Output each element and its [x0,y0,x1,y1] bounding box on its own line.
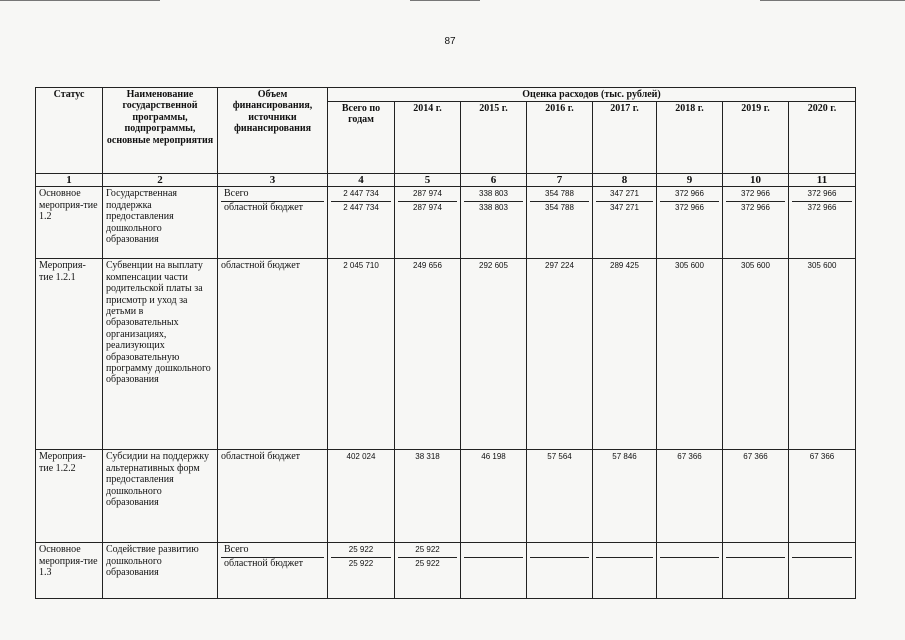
row-status: Основное мероприя-тие 1.3 [36,543,103,599]
column-number: 9 [657,174,723,187]
value-cell [723,543,789,599]
value-cell: 38 318 [395,450,461,543]
source-regional: областной бюджет [224,558,304,570]
header-row-main [36,88,856,102]
value-total: 372 966 [726,188,785,202]
value-cell [593,187,657,259]
row-name: Содействие развитию дошкольного образования [103,543,218,599]
value-total: 354 788 [530,188,589,202]
value-regional: 25 922 [348,559,374,569]
column-number: 11 [789,174,856,187]
row-source [218,543,328,599]
value-regional [660,558,719,571]
column-number: 7 [527,174,593,187]
column-number: 6 [461,174,527,187]
source-regional: областной бюджет [224,202,304,214]
table-row [36,543,856,599]
value-regional: 287 974 [413,203,442,213]
value-cell [593,543,657,599]
value-cell [461,187,527,259]
value-total [660,544,719,558]
column-number: 10 [723,174,789,187]
value-regional: 338 803 [479,203,508,213]
header-year: 2018 г. [657,102,723,174]
value-cell: 289 425 [593,259,657,450]
header-funding: Объем финансирования, источники финансирования [218,88,328,174]
row-status: Мероприя-тие 1.2.2 [36,450,103,543]
value-cell: 2 045 710 [328,259,395,450]
header-total: Всего по годам [328,102,395,174]
value-cell [527,187,593,259]
header-year: 2015 г. [461,102,527,174]
value-total: 2 447 734 [331,188,391,202]
row-status: Основное мероприя-тие 1.2 [36,187,103,259]
value-cell: 57 564 [527,450,593,543]
header-year: 2014 г. [395,102,461,174]
header-name: Наименование государственной программы, подпрограммы, основные мероприятия [103,88,218,174]
source-total: Всего [221,188,324,202]
column-number: 2 [103,174,218,187]
column-number-row [36,174,856,187]
top-scan-rule [0,0,905,2]
value-total [726,544,785,558]
header-year: 2017 г. [593,102,657,174]
header-status: Статус [36,88,103,174]
column-number: 3 [218,174,328,187]
column-number: 1 [36,174,103,187]
value-total: 347 271 [596,188,653,202]
value-total [464,544,523,558]
value-cell [461,543,527,599]
value-cell [657,543,723,599]
value-cell [657,187,723,259]
column-number: 4 [328,174,395,187]
value-total [596,544,653,558]
value-total: 372 966 [660,188,719,202]
value-regional [726,558,785,571]
value-cell [723,187,789,259]
value-total: 372 966 [792,188,852,202]
value-cell: 249 656 [395,259,461,450]
expense-estimate-table [35,87,856,599]
value-cell [527,543,593,599]
value-total: 287 974 [398,188,457,202]
value-regional: 372 966 [675,203,704,213]
value-regional [464,558,523,571]
value-cell [395,187,461,259]
value-regional: 2 447 734 [343,203,379,213]
row-name: Субсидии на поддержку альтернативных форм предоставления дошкольного образования [103,450,218,543]
value-cell: 67 366 [789,450,856,543]
value-total [792,544,852,558]
table-row [36,187,856,259]
value-cell [789,543,856,599]
value-regional [596,558,653,571]
value-cell: 57 846 [593,450,657,543]
table-row [36,450,856,543]
value-cell [789,187,856,259]
value-total [530,544,589,558]
header-year: 2020 г. [789,102,856,174]
table-row [36,259,856,450]
value-cell: 67 366 [723,450,789,543]
row-source [218,187,328,259]
column-number: 5 [395,174,461,187]
value-total: 25 922 [331,544,391,558]
value-cell: 297 224 [527,259,593,450]
value-regional: 372 966 [741,203,770,213]
value-total: 25 922 [398,544,457,558]
header-year: 2016 г. [527,102,593,174]
value-cell [395,543,461,599]
header-year: 2019 г. [723,102,789,174]
value-cell: 292 605 [461,259,527,450]
value-cell [328,187,395,259]
value-regional: 25 922 [415,559,440,569]
value-regional [530,558,589,571]
source-total: Всего [221,544,324,558]
value-regional: 354 788 [545,203,574,213]
value-cell: 305 600 [723,259,789,450]
row-name: Субвенции на выплату компенсации части родительской платы за присмотр и уход за детьми в образовательных организациях, реализующих образовательную программу дошкольного образования [103,259,218,450]
value-total: 338 803 [464,188,523,202]
value-cell [328,543,395,599]
row-name: Государственная поддержка предоставления дошкольного образования [103,187,218,259]
value-cell: 46 198 [461,450,527,543]
value-cell: 402 024 [328,450,395,543]
page-number: 87 [444,36,456,47]
value-cell: 305 600 [657,259,723,450]
row-source: областной бюджет [218,450,328,543]
value-regional: 347 271 [610,203,639,213]
value-cell: 305 600 [789,259,856,450]
value-cell: 67 366 [657,450,723,543]
value-regional [792,558,852,571]
column-number: 8 [593,174,657,187]
row-status: Мероприя-тие 1.2.1 [36,259,103,450]
row-source: областной бюджет [218,259,328,450]
header-estimate: Оценка расходов (тыс. рублей) [328,88,856,102]
value-regional: 372 966 [807,203,837,213]
